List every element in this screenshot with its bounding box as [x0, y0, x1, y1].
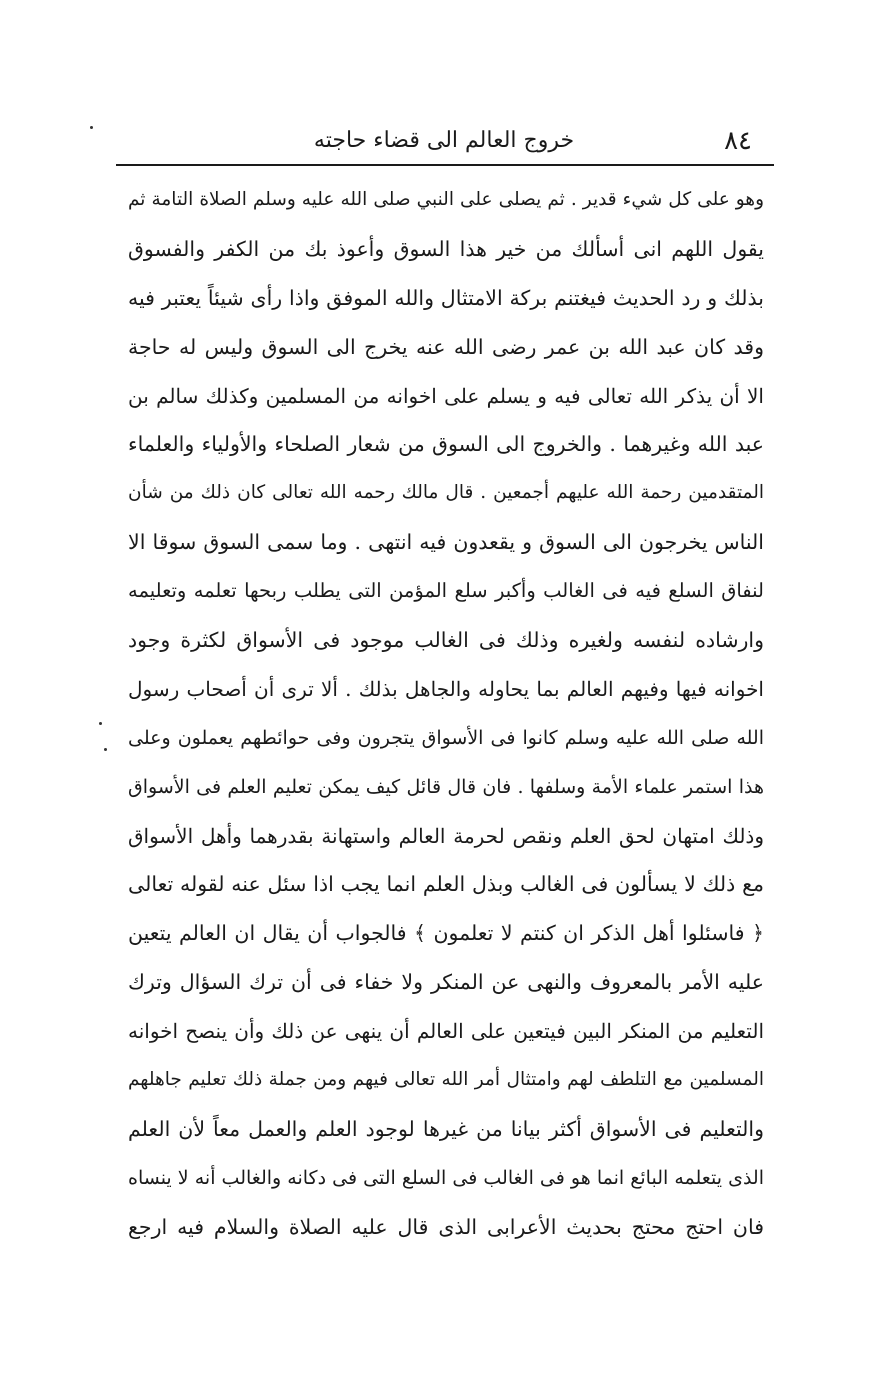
text-line: فان احتج محتج بحديث الأعرابى الذى قال عليه الصلاة والسلام فيه ارجع [128, 1214, 764, 1239]
text-line: عبد الله وغيرهما . والخروج الى السوق من شعار الصلحاء والأولياء والعلماء [128, 432, 764, 457]
text-line: مع ذلك لا يسألون فى الغالب وبذل العلم انما يجب اذا سئل عنه لقوله تعالى [128, 872, 764, 897]
text-line: المتقدمين رحمة الله عليهم أجمعين . قال مالك رحمه الله تعالى كان ذلك من شأن [128, 482, 764, 504]
text-line: وذلك امتهان لحق العلم ونقص لحرمة العالم واستهانة بقدرهما وأهل الأسواق [128, 823, 764, 848]
text-line: لنفاق السلع فيه فى الغالب وأكبر سلع المؤمن التى يطلب ربحها تعلمه وتعليمه [128, 579, 764, 603]
text-line: بذلك و رد الحديث فيغتنم بركة الامتثال والله الموفق واذا رأى شيئاً يعتبر فيه [128, 285, 764, 310]
text-line: وقد كان عبد الله بن عمر رضى الله عنه يخرج الى السوق وليس له حاجة [128, 334, 764, 359]
text-line: هذا استمر علماء الأمة وسلفها . فان قال قائل كيف يمكن تعليم العلم فى الأسواق [128, 775, 764, 798]
header-rule [116, 164, 774, 166]
text-line: التعليم من المنكر البين فيتعين على العالم أن ينهى عن ذلك وأن ينصح اخوانه [128, 1019, 764, 1044]
text-line: وارشاده لنفسه ولغيره وذلك فى الغالب موجود فى الأسواق لكثرة وجود [128, 628, 764, 653]
text-line: الذى يتعلمه البائع انما هو فى الغالب فى السلع التى فى دكانه والغالب أنه لا ينساه [128, 1166, 764, 1189]
text-line: الناس يخرجون الى السوق و يقعدون فيه انتهى . وما سمى السوق سوقا الا [128, 530, 764, 555]
scan-speck [90, 126, 93, 129]
text-line: الا أن يذكر الله تعالى فيه و يسلم على اخوانه من المسلمين وكذلك سالم بن [128, 383, 764, 408]
text-line: اخوانه فيها وفيهم العالم بما يحاوله والجاهل بذلك . ألا ترى أن أصحاب رسول [128, 676, 764, 701]
scan-speck [104, 748, 107, 751]
running-head [118, 118, 770, 164]
text-line: والتعليم فى الأسواق أكثر بيانا من غيرها لوجود العلم والعمل معاً لأن العلم [128, 1116, 764, 1141]
text-line: ﴿ فاسئلوا أهل الذكر ان كنتم لا تعلمون ﴾ فالجواب أن يقال ان العالم يتعين [128, 921, 764, 946]
body-text [128, 176, 764, 1252]
text-line: المسلمين مع التلطف لهم وامتثال أمر الله تعالى فيهم ومن جملة ذلك تعليم جاهلهم [128, 1069, 764, 1091]
running-head-title: خروج العالم الى قضاء حاجته [313, 128, 575, 153]
text-line: وهو على كل شيء قدير . ثم يصلى على النبي صلى الله عليه وسلم الصلاة التامة ثم [128, 189, 764, 210]
text-line: يقول اللهم انى أسألك من خير هذا السوق وأعوذ بك من الكفر والفسوق [128, 236, 764, 261]
page-number: ٨٤ [724, 126, 752, 156]
scan-speck [99, 722, 102, 725]
text-line: الله صلى الله عليه وسلم كانوا فى الأسواق يتجرون وفى حوائطهم يعملون وعلى [128, 726, 764, 749]
text-line: عليه الأمر بالمعروف والنهى عن المنكر ولا خفاء فى أن ترك السؤال وترك [128, 970, 764, 995]
